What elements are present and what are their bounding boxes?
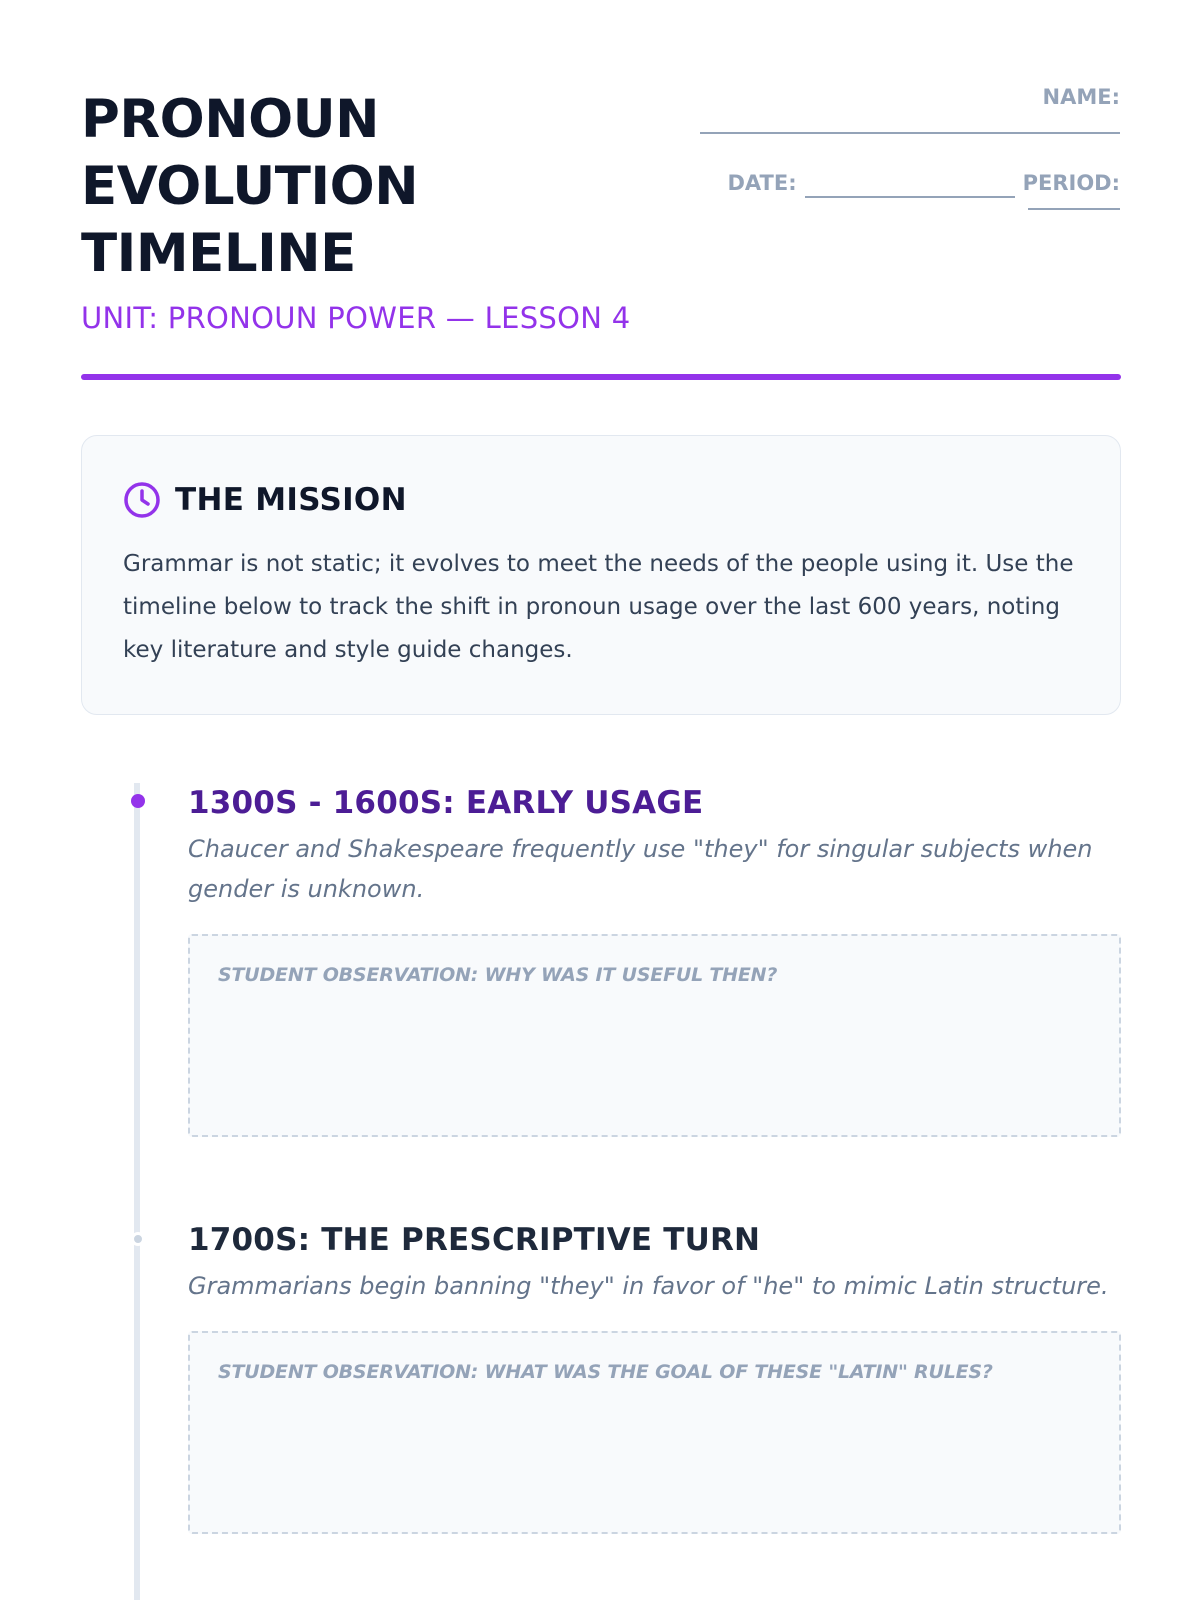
observation-label: STUDENT OBSERVATION: WHAT WAS THE GOAL OF THESE "LATIN" RULES? [218, 1361, 993, 1383]
date-field[interactable] [805, 180, 1015, 198]
entry-description: Chaucer and Shakespeare frequently use "they" for singular subjects when gender is unknown. [188, 835, 1093, 903]
date-label: DATE: [727, 171, 797, 195]
timeline-dot [131, 1232, 145, 1246]
title-line-2: EVOLUTION [81, 156, 419, 217]
mission-text: Grammar is not static; it evolves to meet the needs of the people using it. Use the timeline below to track the shift in pronoun usage over the last 600 years, noting key literature and style guide changes. [123, 551, 1074, 663]
observation-box[interactable] [188, 934, 1121, 1137]
period-label: PERIOD: [1022, 171, 1120, 195]
header-divider [81, 374, 1121, 380]
observation-box[interactable] [188, 1331, 1121, 1534]
mission-title: THE MISSION [175, 482, 407, 518]
timeline-entry [188, 1222, 1121, 1306]
entry-description: Grammarians begin banning "they" in favor of "he" to mimic Latin structure. [188, 1272, 1109, 1300]
timeline-dot-active [131, 794, 145, 808]
title-line-1: PRONOUN [81, 89, 380, 150]
title-line-3: TIMELINE [81, 223, 356, 284]
entry-title: 1700S: THE PRESCRIPTIVE TURN [188, 1222, 761, 1258]
name-label: NAME: [1042, 85, 1120, 109]
student-info [690, 82, 1120, 210]
unit-subtitle: UNIT: PRONOUN POWER — LESSON 4 [81, 301, 631, 335]
date-period-row [690, 168, 1120, 198]
mission-card [81, 435, 1121, 715]
clock-icon [123, 481, 161, 519]
entry-title: 1300S - 1600S: EARLY USAGE [188, 785, 704, 821]
mission-heading [123, 481, 1080, 519]
period-field[interactable] [1028, 208, 1120, 210]
observation-label: STUDENT OBSERVATION: WHY WAS IT USEFUL THEN? [218, 964, 778, 986]
timeline-line [134, 783, 140, 1600]
page-title [81, 86, 701, 287]
name-field[interactable] [700, 132, 1120, 134]
timeline-entry [188, 785, 1121, 909]
